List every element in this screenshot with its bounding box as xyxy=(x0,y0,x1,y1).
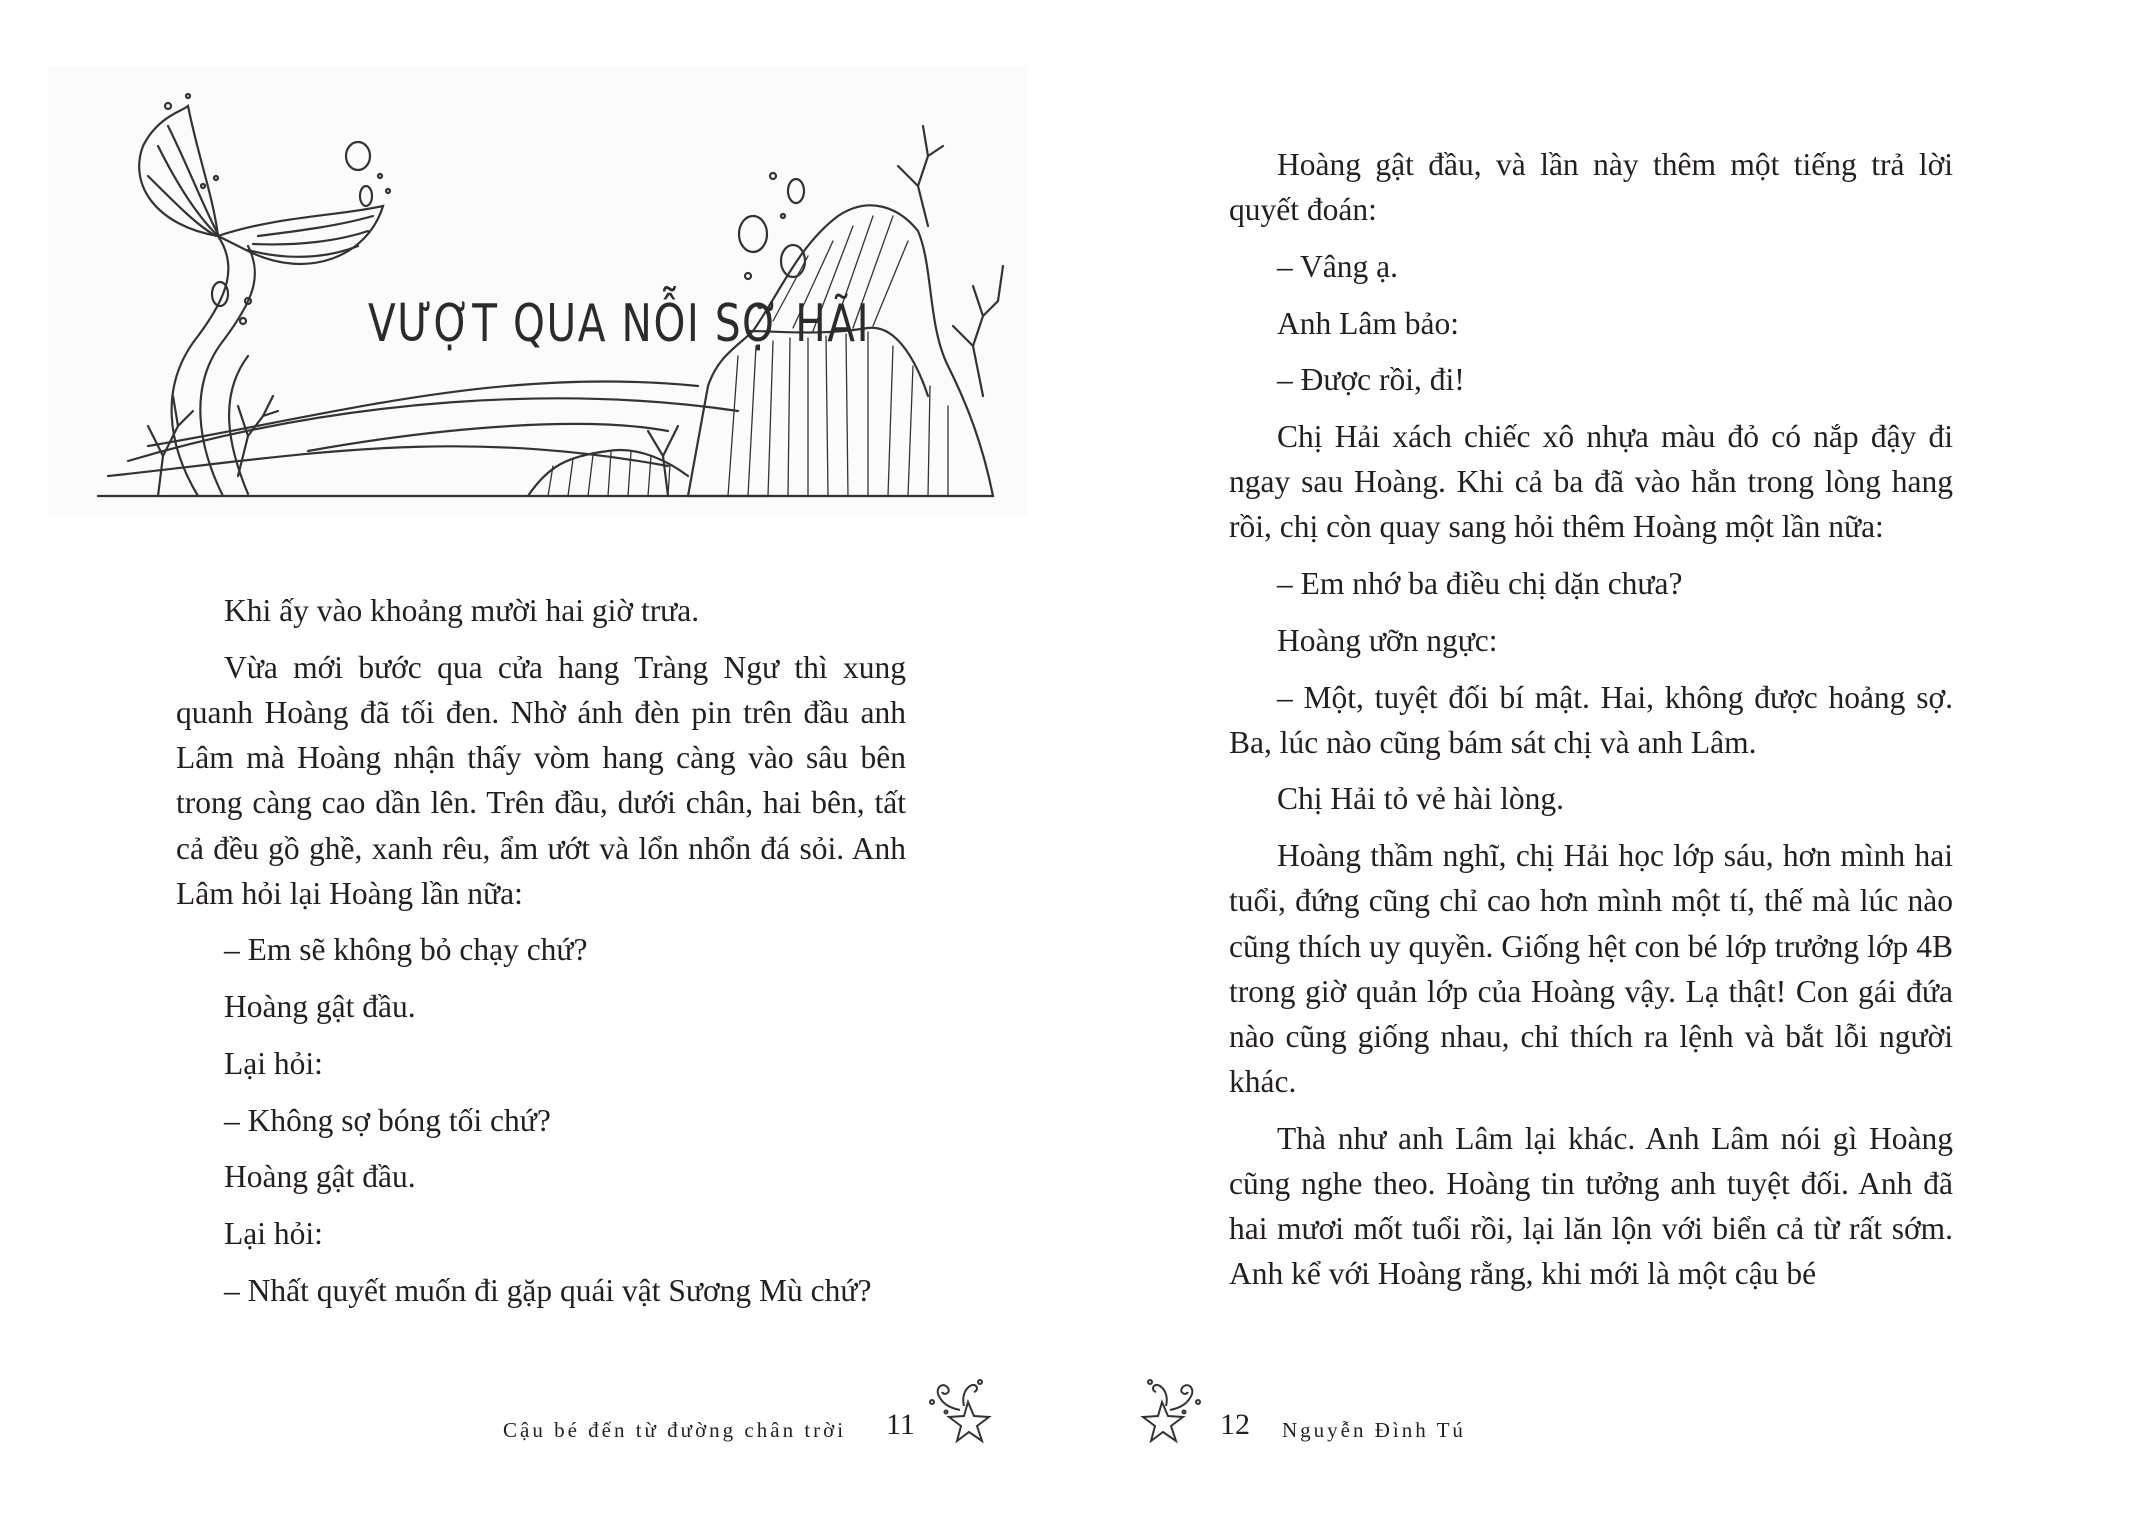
starfish-ornament-icon xyxy=(920,1372,1000,1452)
paragraph: – Em nhớ ba điều chị dặn chưa? xyxy=(1277,566,1683,602)
chapter-title: VƯỢT QUA NỖI SỢ HÃI xyxy=(368,294,871,354)
paragraph: Hoàng thầm nghĩ, chị Hải học lớp sáu, hơn mình hai tuổi, đứng cũng chỉ cao hơn mình một tí, thế mà lúc nào cũng thích uy quyền. Giống hệt con bé lớp trưởng lớp 4B trong giờ quản lớp của Hoàng vậy. Lạ thật! Con gái đứa nào cũng giống nhau, chỉ thích ra lệnh và bắt lỗi người khác. xyxy=(1229,838,1953,1100)
paragraph: – Em sẽ không bỏ chạy chứ? xyxy=(224,932,588,968)
author-name-footer: Nguyễn Đình Tú xyxy=(1282,1418,1466,1442)
paragraph: Hoàng gật đầu. xyxy=(224,989,416,1025)
chapter-illustration xyxy=(48,66,1028,516)
paragraph: Hoàng gật đầu. xyxy=(224,1159,416,1195)
paragraph: – Nhất quyết muốn đi gặp quái vật Sương Mù chứ? xyxy=(224,1272,872,1308)
right-page-body xyxy=(1229,142,1953,1308)
paragraph: Khi ấy vào khoảng mười hai giờ trưa. xyxy=(224,593,700,628)
paragraph: – Được rồi, đi! xyxy=(1277,362,1465,398)
paragraph: – Không sợ bóng tối chứ? xyxy=(224,1102,551,1138)
left-page-body xyxy=(176,588,906,1324)
paragraph: Anh Lâm bảo: xyxy=(1277,305,1459,341)
page-number: 11 xyxy=(886,1408,915,1441)
mermaid-tail-icon xyxy=(48,66,1028,516)
paragraph: Chị Hải xách chiếc xô nhựa màu đỏ có nắp đậy đi ngay sau Hoàng. Khi cả ba đã vào hẳn trong lòng hang rồi, chị còn quay sang hỏi thêm Hoàng một lần nữa: xyxy=(1229,419,1953,545)
starfish-ornament-icon xyxy=(1130,1372,1210,1452)
page-number: 12 xyxy=(1220,1408,1250,1441)
paragraph: Lại hỏi: xyxy=(224,1045,323,1081)
paragraph: Lại hỏi: xyxy=(224,1215,323,1251)
right-page xyxy=(1070,0,2139,1528)
paragraph: – Một, tuyệt đối bí mật. Hai, không được hoảng sợ. Ba, lúc nào cũng bám sát chị và anh Lâm. xyxy=(1229,679,1953,760)
paragraph: Thà như anh Lâm lại khác. Anh Lâm nói gì Hoàng cũng nghe theo. Hoàng tin tưởng anh tuyệt đối. Anh đã hai mươi mốt tuổi rồi, lại lăn lộn với biển cả từ rất sớm. Anh kể với Hoàng rằng, khi mới là một cậu bé xyxy=(1229,1120,1953,1292)
paragraph: – Vâng ạ. xyxy=(1277,248,1399,284)
paragraph: Hoàng gật đầu, và lần này thêm một tiếng trả lời quyết đoán: xyxy=(1229,147,1953,228)
paragraph: Vừa mới bước qua cửa hang Tràng Ngư thì xung quanh Hoàng đã tối đen. Nhờ ánh đèn pin trên đầu anh Lâm mà Hoàng nhận thấy vòm hang càng vào sâu bên trong càng cao dần lên. Trên đầu, dưới chân, hai bên, tất cả đều gồ ghề, xanh rêu, ẩm ướt và lổn nhổn đá sỏi. Anh Lâm hỏi lại Hoàng lần nữa: xyxy=(176,649,906,911)
paragraph: Hoàng ưỡn ngực: xyxy=(1277,622,1498,658)
book-title-footer: Cậu bé đến từ đường chân trời xyxy=(503,1418,847,1442)
paragraph: Chị Hải tỏ vẻ hài lòng. xyxy=(1277,781,1564,817)
